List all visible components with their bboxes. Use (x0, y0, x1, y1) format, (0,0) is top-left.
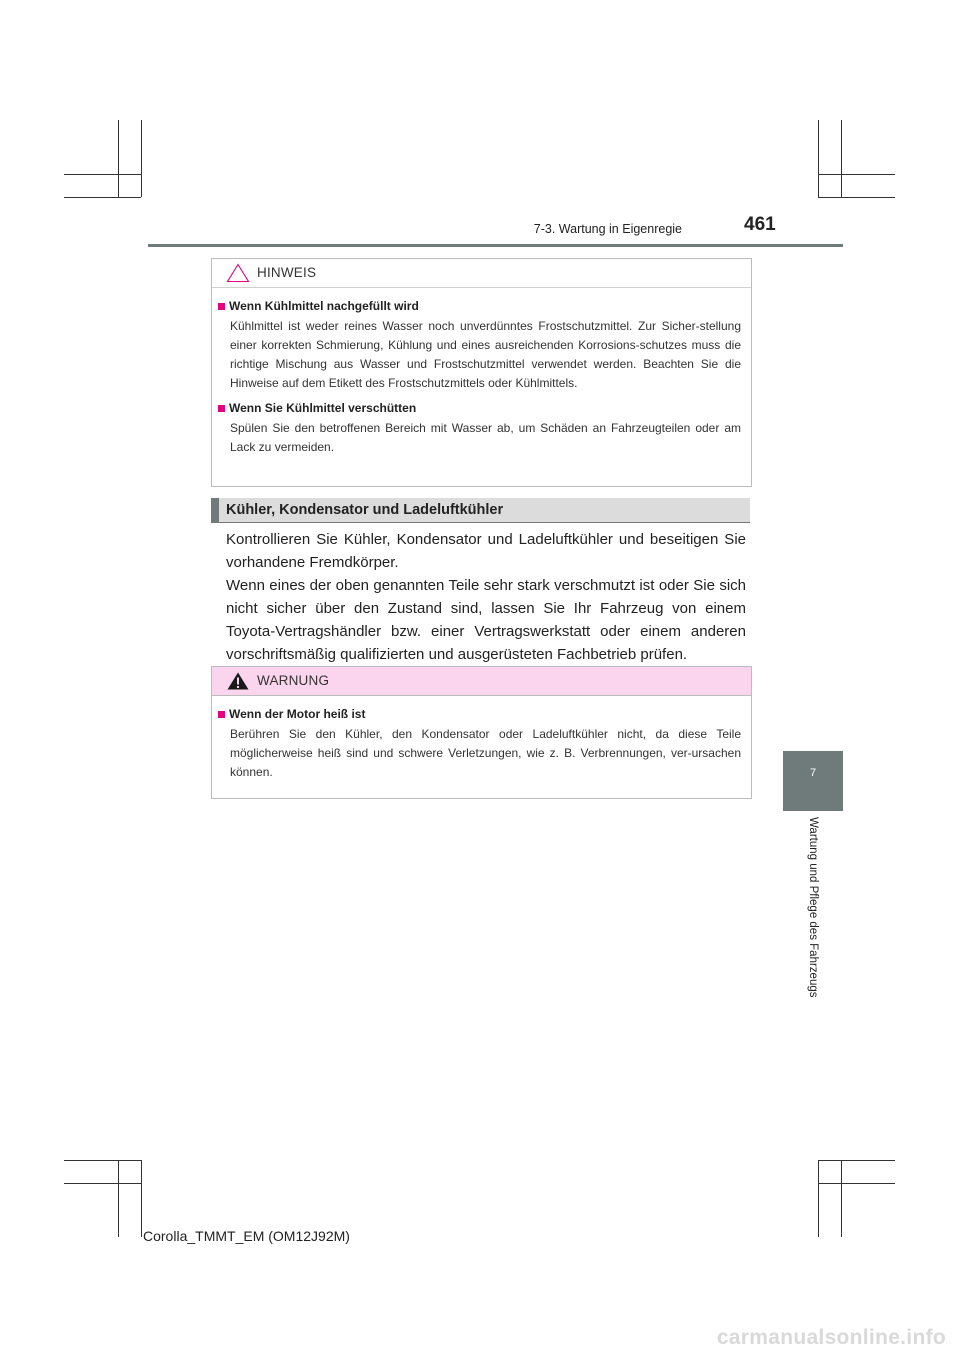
bullet-square-icon (218, 405, 225, 412)
warning-title: WARNUNG (257, 673, 330, 688)
notice-body (212, 288, 751, 469)
header-divider (148, 244, 843, 247)
crop-mark (64, 197, 141, 198)
topic-accent (211, 498, 219, 522)
crop-mark (818, 120, 819, 197)
bullet-square-icon (218, 303, 225, 310)
notice-item-heading-text: Wenn Kühlmittel nachgefüllt wird (229, 299, 419, 313)
crop-mark (64, 1160, 141, 1161)
topic-body (226, 528, 746, 666)
warning-body (212, 696, 751, 794)
chapter-number: 7 (809, 767, 817, 779)
notice-header (212, 259, 751, 288)
crop-mark (141, 120, 142, 197)
crop-mark (818, 1160, 895, 1161)
notice-box (211, 258, 752, 487)
watermark: carmanualsonline.info (716, 1326, 946, 1349)
page-number: 461 (744, 214, 776, 235)
warning-item-heading-text: Wenn der Motor heiß ist (229, 707, 366, 721)
notice-item-heading (218, 401, 741, 415)
crop-mark (818, 174, 895, 175)
topic-title: Kühler, Kondensator und Ladeluftkühler (226, 502, 504, 518)
crop-mark (141, 1160, 142, 1237)
caution-triangle-icon (226, 263, 250, 283)
notice-item-heading-text: Wenn Sie Kühlmittel verschütten (229, 401, 417, 415)
bullet-square-icon (218, 711, 225, 718)
crop-mark (841, 1160, 842, 1237)
crop-mark (818, 197, 895, 198)
topic-heading-bar (211, 498, 750, 523)
warning-item-heading (218, 707, 741, 721)
notice-item-heading (218, 299, 741, 313)
crop-mark (118, 120, 119, 197)
notice-title: HINWEIS (257, 265, 317, 280)
warning-item-text: Berühren Sie den Kühler, den Kondensator oder Ladeluftkühler nicht, da diese Teile möglicherweise heiß sind und schwere Verletzungen, wie z. B. Verbrennungen, ver-ursachen können. (230, 727, 741, 779)
notice-item-text: Kühlmittel ist weder reines Wasser noch unverdünntes Frostschutzmittel. Zur Sicher-stellung einer korrekten Schmierung, Kühlung und eines ausreichenden Korrosions-schutzes muss die richtige Mischung aus Wasser und Frostschutzmittel verwendet werden. Beachten Sie die Hinweise auf dem Etikett des Frostschutzmittels oder Kühlmittels. (230, 319, 741, 390)
chapter-side-label (806, 817, 822, 1027)
footer-document-id: Corolla_TMMT_EM (OM12J92M) (143, 1228, 350, 1244)
warning-header (212, 667, 751, 696)
warning-triangle-icon (226, 671, 250, 691)
crop-mark (818, 1160, 819, 1237)
crop-mark (818, 1183, 895, 1184)
topic-paragraph: Kontrollieren Sie Kühler, Kondensator und Ladeluftkühler und beseitigen Sie vorhandene Fremdkörper. (226, 531, 746, 571)
crop-mark (118, 1160, 119, 1237)
crop-mark (841, 120, 842, 197)
section-title: 7-3. Wartung in Eigenregie (533, 222, 682, 236)
chapter-tab (783, 751, 843, 811)
crop-mark (64, 174, 141, 175)
warning-box (211, 666, 752, 799)
topic-paragraph: Wenn eines der oben genannten Teile sehr stark verschmutzt ist oder Sie sich nicht sicher über den Zustand sind, lassen Sie Ihr Fahrzeug von einem Toyota-Vertragshändler bzw. einer Vertragswerkstatt oder einem anderen vorschriftsmäßig qualifizierten und ausgerüsteten Fachbetrieb prüfen. (226, 577, 746, 663)
chapter-side-label-text: Wartung und Pflege des Fahrzeugs (807, 817, 819, 998)
crop-mark (64, 1183, 141, 1184)
notice-item-text: Spülen Sie den betroffenen Bereich mit Wasser ab, um Schäden an Fahrzeugteilen oder am Lack zu vermeiden. (230, 421, 741, 454)
